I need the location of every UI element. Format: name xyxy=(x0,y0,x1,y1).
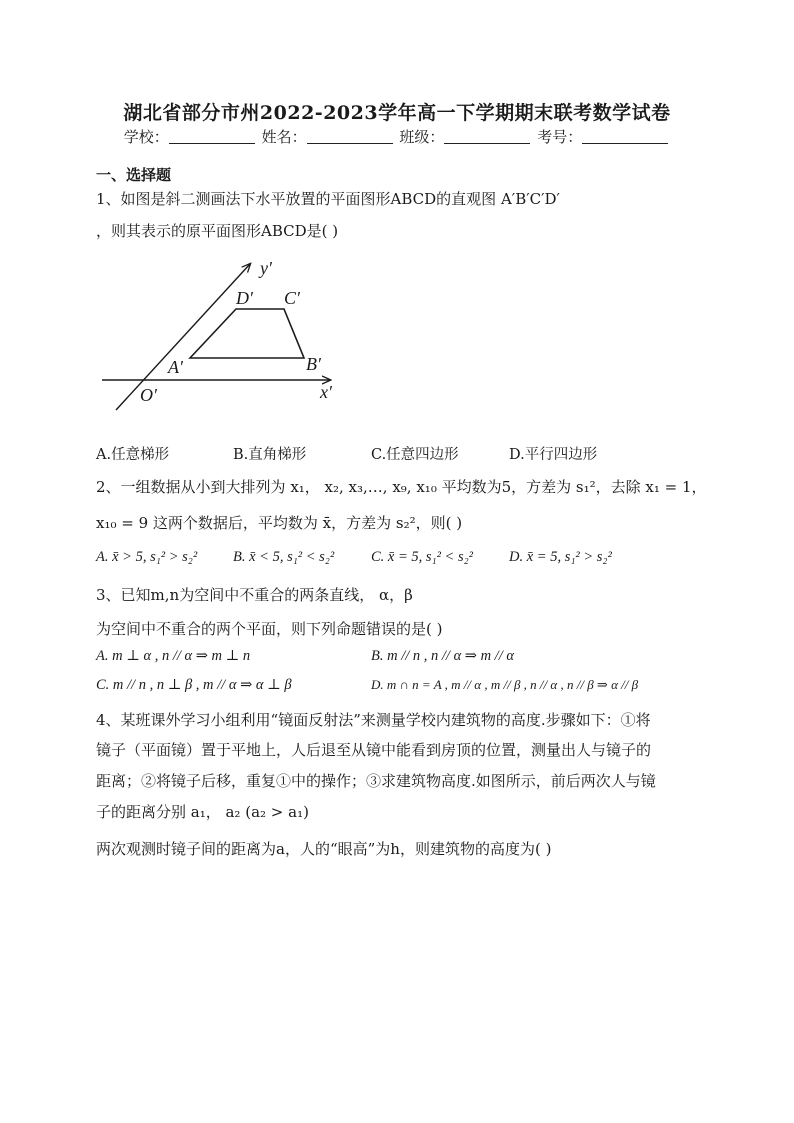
label-o: O′ xyxy=(140,385,157,405)
class-label: 班级： xyxy=(399,128,445,146)
q3-option-a[interactable]: A. m ⊥ α , n // α ⇒ m ⊥ n xyxy=(96,648,251,664)
q4-line-3: 距离；②将镜子后移，重复①中的操作；③求建筑物高度.如图所示，前后两次人与镜 xyxy=(96,772,656,790)
label-c: C′ xyxy=(284,288,300,308)
q1-line-2: ，则其表示的原平面图形ABCD是( ) xyxy=(96,222,339,240)
q2-option-c[interactable]: C. x̄ = 5, s₁² < s₂² xyxy=(371,549,473,565)
q2-option-b[interactable]: B. x̄ < 5, s₁² < s₂² xyxy=(233,549,335,565)
q2-option-d[interactable]: D. x̄ = 5, s₁² > s₂² xyxy=(509,549,612,565)
q2-line-2: x₁₀ = 9 这两个数据后，平均数为 x̄，方差为 s₂²，则( ) xyxy=(96,514,463,532)
q3-line-2: 为空间中不重合的两个平面，则下列命题错误的是( ) xyxy=(96,620,443,638)
page-title: 湖北省部分市州2022-2023学年高一下学期期末联考数学试卷 xyxy=(123,102,671,124)
q3-line-1: 3、已知m,n为空间中不重合的两条直线， α，β xyxy=(96,586,413,604)
q4-line-2: 镜子（平面镜）置于平地上，人后退至从镜中能看到房顶的位置，测量出人与镜子的 xyxy=(96,741,652,759)
student-info-row xyxy=(0,126,794,147)
school-blank[interactable] xyxy=(169,129,255,144)
q3-option-b[interactable]: B. m // n , n // α ⇒ m // α xyxy=(371,648,514,664)
school-label: 学校： xyxy=(123,128,169,146)
q2-line-1: 2、一组数据从小到大排列为 x₁， x₂, x₃,…, x₉, x₁₀ 平均数为5，方差为 s₁²，去除 x₁ = 1， xyxy=(96,478,707,496)
q2-option-a[interactable]: A. x̄ > 5, s₁² > s₂² xyxy=(96,549,198,565)
q3-option-c[interactable]: C. m // n , n ⊥ β , m // α ⇒ α ⊥ β xyxy=(96,677,292,693)
q1-option-d[interactable]: D.平行四边形 xyxy=(509,447,598,463)
label-y: y′ xyxy=(260,258,272,278)
q4-line-4: 子的距离分别 a₁， a₂ (a₂ > a₁) xyxy=(96,803,309,821)
q1-oblique-figure xyxy=(96,252,356,422)
name-label: 姓名： xyxy=(261,128,307,146)
label-b: B′ xyxy=(306,354,321,374)
class-blank[interactable] xyxy=(444,129,530,144)
q1-option-b[interactable]: B.直角梯形 xyxy=(233,447,307,463)
trapezoid-abcd xyxy=(190,309,304,358)
section-title: 一、选择题 xyxy=(96,166,172,184)
name-blank[interactable] xyxy=(307,129,393,144)
q1-line-1: 1、如图是斜二测画法下水平放置的平面图形ABCD的直观图 A′B′C′D′ xyxy=(96,190,560,208)
y-axis xyxy=(116,264,250,410)
label-a: A′ xyxy=(168,357,183,377)
q1-option-c[interactable]: C.任意四边形 xyxy=(371,447,459,463)
label-d: D′ xyxy=(236,288,253,308)
q4-line-1: 4、某班课外学习小组利用“镜面反射法”来测量学校内建筑物的高度.步骤如下：①将 xyxy=(96,711,651,729)
exam-number-label: 考号： xyxy=(537,128,583,146)
q4-line-5: 两次观测时镜子间的距离为a，人的“眼高”为h，则建筑物的高度为( ) xyxy=(96,840,552,858)
label-x: x′ xyxy=(320,382,332,402)
exam-number-blank[interactable] xyxy=(582,129,668,144)
q3-option-d[interactable]: D. m ∩ n = A , m // α , m // β , n // α , n // β ⇒ α // β xyxy=(371,677,639,692)
q1-option-a[interactable]: A.任意梯形 xyxy=(96,447,170,463)
